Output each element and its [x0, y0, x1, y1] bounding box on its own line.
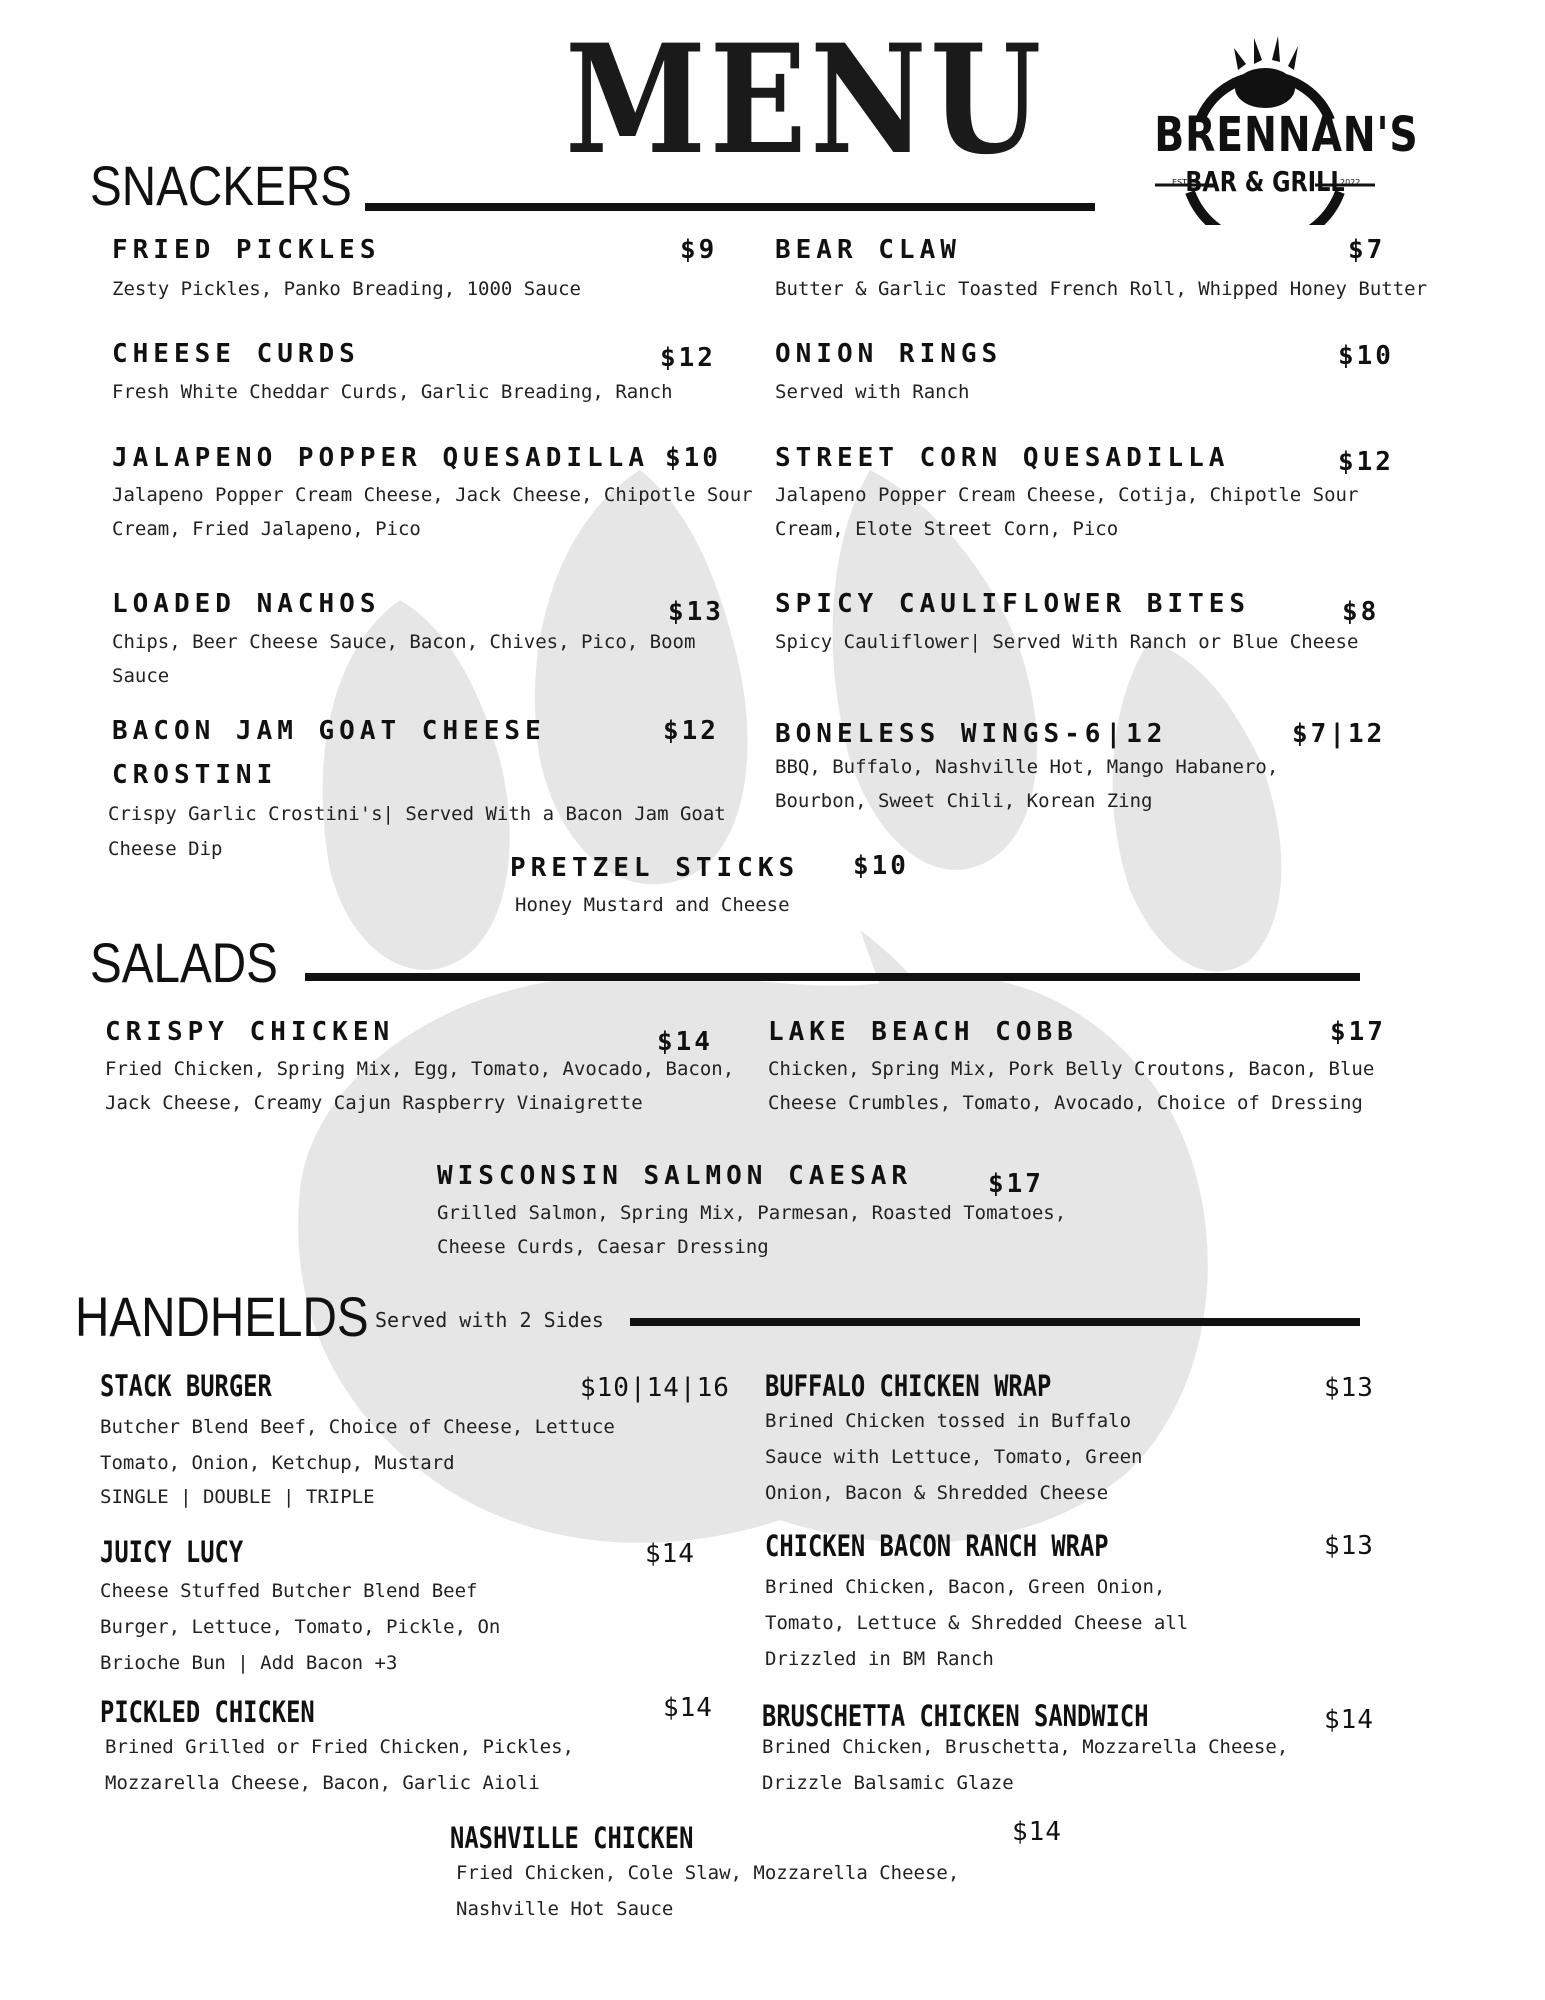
item-description: Brined Chicken, Bruschetta, Mozzarella Cheese,	[762, 1736, 1289, 1758]
item-price: $14	[663, 1693, 713, 1723]
item-price: $9	[680, 235, 718, 265]
page-title: MENU	[565, 12, 1045, 188]
item-name: CROSTINI	[112, 760, 278, 790]
item-description: Honey Mustard and Cheese	[515, 894, 790, 916]
item-description: Fresh White Cheddar Curds, Garlic Breading, Ranch	[112, 381, 673, 403]
item-description: Fried Chicken, Cole Slaw, Mozzarella Cheese,	[456, 1862, 960, 1884]
item-name: SPICY CAULIFLOWER BITES	[775, 589, 1251, 619]
item-name: JALAPENO POPPER QUESADILLA	[112, 443, 649, 473]
item-description: Butcher Blend Beef, Choice of Cheese, Lettuce	[100, 1416, 615, 1438]
item-name: BUFFALO CHICKEN WRAP	[765, 1369, 1052, 1403]
item-description: Burger, Lettuce, Tomato, Pickle, On	[100, 1616, 501, 1638]
item-price: $12	[663, 716, 719, 746]
item-name: NASHVILLE CHICKEN	[450, 1821, 694, 1855]
item-description: Cheese Curds, Caesar Dressing	[437, 1236, 769, 1258]
item-name: CHICKEN BACON RANCH WRAP	[765, 1529, 1109, 1563]
item-price: $10	[1338, 341, 1394, 371]
item-name: CRISPY CHICKEN	[105, 1017, 395, 1047]
item-name: ONION RINGS	[775, 339, 1003, 369]
item-price: $14	[1012, 1817, 1062, 1847]
logo-est: EST	[1172, 178, 1188, 187]
item-description: Zesty Pickles, Panko Breading, 1000 Sauce	[112, 278, 581, 300]
logo-subtitle: BAR & GRILL	[1185, 165, 1345, 198]
item-description: Sauce	[112, 665, 170, 687]
item-description: Jack Cheese, Creamy Cajun Raspberry Vinaigrette	[105, 1092, 643, 1114]
item-description: Jalapeno Popper Cream Cheese, Jack Cheese, Chipotle Sour	[112, 484, 753, 506]
item-description: Nashville Hot Sauce	[456, 1898, 674, 1920]
section-divider	[305, 973, 1360, 981]
brand-logo	[1130, 20, 1419, 225]
section-note: Served with 2 Sides	[375, 1308, 604, 1332]
item-description: Spicy Cauliflower| Served With Ranch or Blue Cheese	[775, 631, 1359, 653]
item-description: SINGLE | DOUBLE | TRIPLE	[100, 1486, 375, 1508]
item-name: WISCONSIN SALMON CAESAR	[437, 1161, 913, 1191]
item-description: Brined Chicken tossed in Buffalo	[765, 1410, 1132, 1432]
item-name: CHEESE CURDS	[112, 339, 360, 369]
item-name: LOADED NACHOS	[112, 589, 381, 619]
item-name: JUICY LUCY	[100, 1535, 244, 1569]
item-name: STACK BURGER	[100, 1369, 272, 1403]
item-name: FRIED PICKLES	[112, 235, 381, 265]
item-description: Chicken, Spring Mix, Pork Belly Croutons, Bacon, Blue	[768, 1058, 1375, 1080]
item-name: BACON JAM GOAT CHEESE	[112, 716, 546, 746]
item-price: $12	[660, 343, 716, 373]
section-heading-salads: SALADS	[90, 931, 278, 994]
item-name: PRETZEL STICKS	[510, 853, 800, 883]
item-description: Crispy Garlic Crostini's| Served With a Bacon Jam Goat	[108, 803, 726, 825]
logo-name: BRENNAN'S	[1154, 107, 1419, 163]
item-description: Sauce with Lettuce, Tomato, Green	[765, 1446, 1143, 1468]
item-description: Drizzled in BM Ranch	[765, 1648, 994, 1670]
section-heading-snackers: SNACKERS	[90, 154, 352, 217]
item-price: $17	[1330, 1017, 1386, 1047]
item-description: Jalapeno Popper Cream Cheese, Cotija, Chipotle Sour	[775, 484, 1359, 506]
item-description: Onion, Bacon & Shredded Cheese	[765, 1482, 1109, 1504]
item-description: Butter & Garlic Toasted French Roll, Whipped Honey Butter	[775, 278, 1428, 300]
item-description: Chips, Beer Cheese Sauce, Bacon, Chives, Pico, Boom	[112, 631, 696, 653]
section-divider	[365, 203, 1095, 211]
item-description: Tomato, Onion, Ketchup, Mustard	[100, 1452, 455, 1474]
item-price: $14	[657, 1027, 713, 1057]
item-description: Grilled Salmon, Spring Mix, Parmesan, Roasted Tomatoes,	[437, 1202, 1067, 1224]
item-price: $14	[1324, 1705, 1374, 1735]
item-name: LAKE BEACH COBB	[768, 1017, 1078, 1047]
item-description: Cream, Elote Street Corn, Pico	[775, 518, 1119, 540]
item-description: Fried Chicken, Spring Mix, Egg, Tomato, Avocado, Bacon,	[105, 1058, 735, 1080]
item-description: Cheese Crumbles, Tomato, Avocado, Choice of Dressing	[768, 1092, 1363, 1114]
section-heading-handhelds: HANDHELDS	[75, 1285, 369, 1348]
item-description: Drizzle Balsamic Glaze	[762, 1772, 1014, 1794]
item-price: $10|14|16	[580, 1373, 730, 1403]
item-name: BONELESS WINGS-6|12	[775, 719, 1168, 749]
item-description: Brined Grilled or Fried Chicken, Pickles,	[105, 1736, 574, 1758]
item-description: Cheese Dip	[108, 838, 223, 860]
item-price: $13	[668, 597, 724, 627]
item-price: $7|12	[1292, 719, 1386, 749]
item-name: STREET CORN QUESADILLA	[775, 443, 1230, 473]
item-description: Brined Chicken, Bacon, Green Onion,	[765, 1576, 1166, 1598]
item-price: $14	[645, 1539, 695, 1569]
item-price: $13	[1324, 1531, 1374, 1561]
item-description: Tomato, Lettuce & Shredded Cheese all	[765, 1612, 1189, 1634]
item-price: $13	[1324, 1373, 1374, 1403]
item-description: Bourbon, Sweet Chili, Korean Zing	[775, 790, 1153, 812]
item-description: Cheese Stuffed Butcher Blend Beef	[100, 1580, 478, 1602]
item-price: $17	[988, 1169, 1044, 1199]
logo-year: 2022	[1340, 178, 1361, 187]
item-description: Served with Ranch	[775, 381, 970, 403]
item-description: Brioche Bun | Add Bacon +3	[100, 1652, 398, 1674]
item-name: PICKLED CHICKEN	[100, 1695, 315, 1729]
item-price: $7	[1348, 235, 1386, 265]
item-description: Cream, Fried Jalapeno, Pico	[112, 518, 421, 540]
item-description: Mozzarella Cheese, Bacon, Garlic Aioli	[105, 1772, 540, 1794]
section-divider	[630, 1318, 1360, 1326]
item-price: $10	[665, 443, 721, 473]
item-description: BBQ, Buffalo, Nashville Hot, Mango Habanero,	[775, 756, 1279, 778]
item-name: BEAR CLAW	[775, 235, 961, 265]
item-name: BRUSCHETTA CHICKEN SANDWICH	[762, 1699, 1149, 1733]
item-price: $10	[853, 851, 909, 881]
item-price: $8	[1342, 597, 1380, 627]
item-price: $12	[1338, 447, 1394, 477]
